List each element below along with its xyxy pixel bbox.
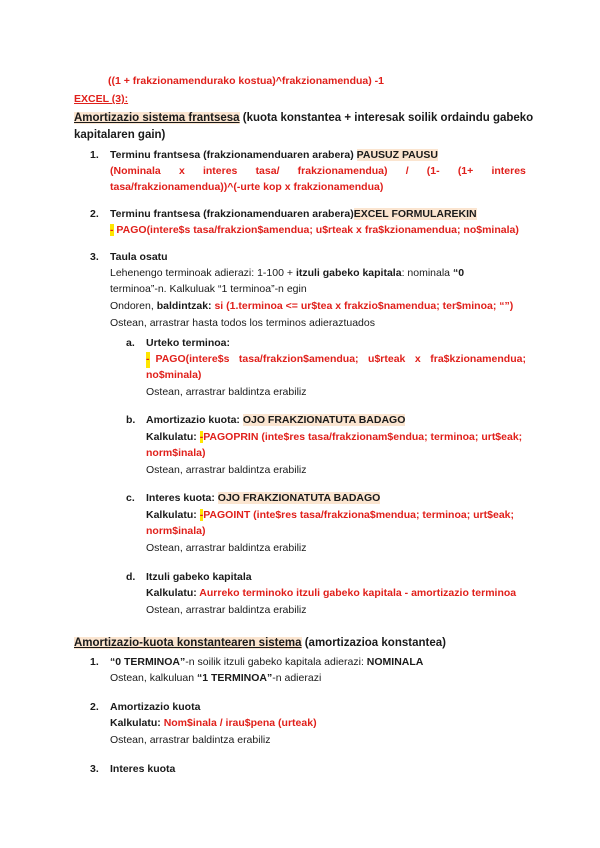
formula-line: no$minala) xyxy=(146,369,202,381)
item-heading xyxy=(110,655,423,671)
list-number: 3. xyxy=(90,763,99,775)
body-bold: “0 TERMINOA” xyxy=(110,656,186,668)
highlight-mark: - xyxy=(110,224,114,236)
body-bold: NOMINALA xyxy=(366,656,424,668)
note-line: Ostean, arrastrar baldintza erabiliz xyxy=(146,604,307,616)
formula-line xyxy=(146,586,516,602)
formula-word: PAGO(intere$s xyxy=(155,353,230,365)
formula-line: norm$inala) xyxy=(146,447,206,459)
calc-label: Kalkulatu: xyxy=(146,431,197,443)
constant-section-subtitle: (amortizazioa konstantea) xyxy=(304,637,446,649)
sub-letter: a. xyxy=(126,337,135,349)
item-heading xyxy=(110,207,477,223)
note-line: Ostean, arrastrar baldintza erabiliz xyxy=(146,386,307,398)
highlight-mark: - xyxy=(199,431,204,443)
highlight-mark: - xyxy=(199,509,204,521)
body-text: -n adierazi xyxy=(272,672,322,684)
formula-word: (1- xyxy=(426,165,440,177)
body-text: Ondoren, xyxy=(110,300,154,312)
body-bold: “1 TERMINOA” xyxy=(196,672,273,684)
excel-heading: EXCEL (3): xyxy=(74,93,129,105)
item-label: Taula osatu xyxy=(110,251,168,263)
list-number: 2. xyxy=(90,701,99,713)
formula-line xyxy=(146,430,522,446)
formula-line xyxy=(110,164,526,180)
sub-letter: d. xyxy=(126,571,136,583)
body-text: -n soilik itzuli gabeko kapitala adierazi: xyxy=(185,656,364,668)
body-line: Ostean, arrastrar hasta todos los terminos adieraztuados xyxy=(110,317,375,329)
body-bold: itzuli gabeko kapitala xyxy=(295,267,402,279)
note-line: Ostean, arrastrar baldintza erabiliz xyxy=(146,464,307,476)
sub-letter: c. xyxy=(126,492,135,504)
sub-tag: OJO FRAKZIONATUTA BADAGO xyxy=(242,414,406,426)
list-number: 2. xyxy=(90,208,99,220)
formula-line xyxy=(110,223,519,239)
sub-heading xyxy=(146,491,380,507)
list-number: 1. xyxy=(90,656,99,668)
formula-word: (Nominala xyxy=(110,165,161,177)
formula-text: Aurreko terminoko itzuli gabeko kapitala - amortizazio terminoa xyxy=(199,587,517,599)
formula-text: si (1.terminoa <= ur$tea x frakzio$namendua; ter$minoa; “”) xyxy=(214,300,514,312)
formula-word: x xyxy=(178,165,185,177)
item-label: Interes kuota xyxy=(110,763,176,775)
top-formula: ((1 + frakzionamendurako kostua)^frakzionamendua) -1 xyxy=(108,75,384,87)
body-text: : nominala xyxy=(401,267,451,279)
body-text: Ostean, kalkuluan xyxy=(110,672,195,684)
formula-word: frakzionamendua) xyxy=(297,165,388,177)
sub-label: Amortizazio kuota: xyxy=(146,414,240,426)
constant-section-title: Amortizazio-kuota konstantearen sistema xyxy=(74,637,302,649)
sub-label: Itzuli gabeko kapitala xyxy=(146,571,252,583)
formula-word: tasa/frakzion$amendua; xyxy=(238,353,359,365)
body-bold: “0 xyxy=(452,267,465,279)
item-heading xyxy=(110,148,438,164)
formula-line: norm$inala) xyxy=(146,525,206,537)
formula-line xyxy=(146,508,514,524)
highlight-mark: - xyxy=(146,352,150,368)
sub-tag: OJO FRAKZIONATUTA BADAGO xyxy=(217,492,381,504)
body-text: Lehenengo terminoak adierazi: 1-100 + xyxy=(110,267,294,279)
french-section-heading xyxy=(74,110,533,127)
calc-label: Kalkulatu: xyxy=(110,717,161,729)
calc-label: Kalkulatu: xyxy=(146,587,197,599)
formula-word: x xyxy=(414,353,421,365)
item-label: Amortizazio kuota xyxy=(110,701,201,713)
formula-word: u$rteak xyxy=(368,353,406,365)
formula-word: interes xyxy=(491,165,526,177)
formula-text: PAGOINT (inte$res tasa/frakziona$mendua; terminoa; urt$eak; xyxy=(203,509,514,521)
french-section-title: Amortizazio sistema frantsesa xyxy=(74,112,240,124)
item-label: Terminu frantsesa (frakzionamenduaren arabera) xyxy=(110,149,354,161)
item-label: Terminu frantsesa (frakzionamenduaren arabera) xyxy=(110,208,354,220)
constant-section-heading xyxy=(74,635,446,652)
formula-word: tasa/ xyxy=(255,165,280,177)
french-section-subtitle: (kuota konstantea + interesak soilik ordaindu gabeko xyxy=(242,112,534,124)
list-number: 1. xyxy=(90,149,99,161)
formula-word: fra$kzionamendua; xyxy=(430,353,526,365)
note-line: Ostean, arrastrar baldintza erabiliz xyxy=(146,542,307,554)
body-line xyxy=(110,299,513,315)
list-number: 3. xyxy=(90,251,99,263)
item-tag: PAUSUZ PAUSU xyxy=(356,149,438,161)
body-line xyxy=(110,266,464,282)
formula-text: PAGOPRIN (inte$res tasa/frakzionam$endua; terminoa; urt$eak; xyxy=(203,431,523,443)
body-line xyxy=(110,671,321,687)
body-bold: baldintzak: xyxy=(156,300,212,312)
body-line: terminoa”-n. Kalkuluak “1 terminoa”-n egin xyxy=(110,283,307,295)
item-tag: EXCEL FORMULAREKIN xyxy=(353,208,477,220)
formula-word: / xyxy=(405,165,409,177)
formula-word: interes xyxy=(202,165,238,177)
formula-word: (1+ xyxy=(457,165,474,177)
formula-line xyxy=(146,352,526,368)
sub-letter: b. xyxy=(126,414,136,426)
french-section-subtitle-cont: kapitalaren gain) xyxy=(74,129,166,141)
formula-text: Nom$inala / irau$pena (urteak) xyxy=(163,717,317,729)
sub-label: Interes kuota: xyxy=(146,492,215,504)
formula-line xyxy=(110,716,317,732)
formula-line: tasa/frakzionamendua))^(-urte kop x frakzionamendua) xyxy=(110,181,384,193)
calc-label: Kalkulatu: xyxy=(146,509,197,521)
note-line: Ostean, arrastrar baldintza erabiliz xyxy=(110,734,271,746)
formula-text: PAGO(intere$s tasa/frakzion$amendua; u$rteak x fra$kzionamendua; no$minala) xyxy=(116,224,519,236)
sub-label: Urteko terminoa: xyxy=(146,337,231,349)
sub-heading xyxy=(146,413,405,429)
